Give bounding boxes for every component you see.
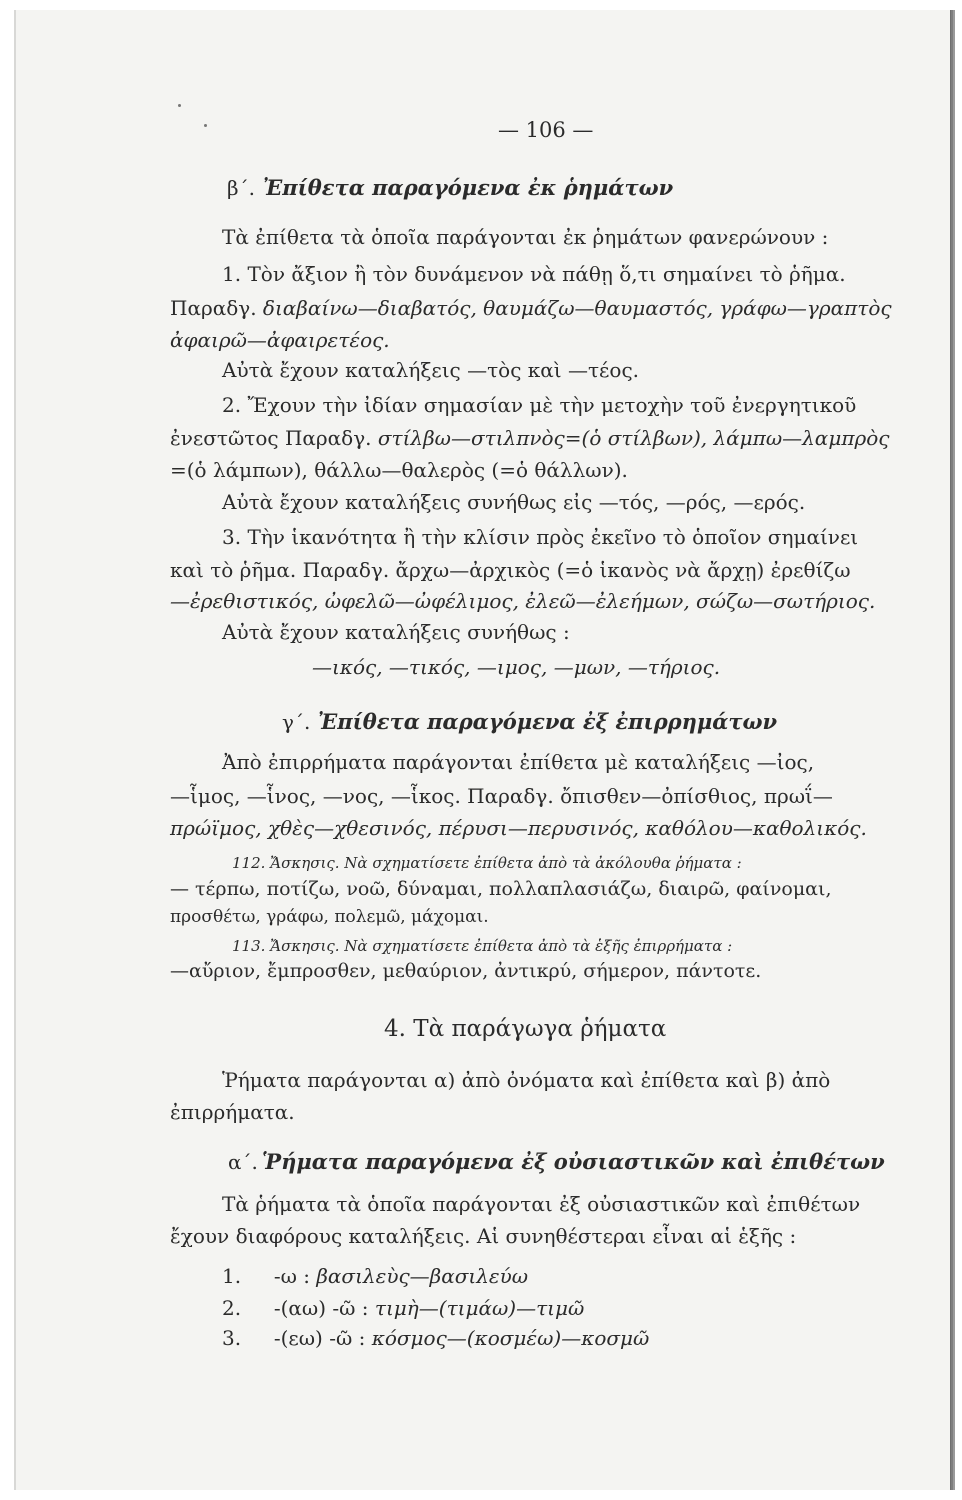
list-ending: -(εω) -ῶ : bbox=[273, 1326, 366, 1350]
page-edge bbox=[951, 10, 953, 1490]
exercise-line: — τέρπω, ποτίζω, νοῶ, δύναμαι, πολλαπλασιάζω, διαιρῶ, φαίνομαι, bbox=[170, 878, 832, 900]
exercise-line: —αὔριον, ἔμπροσθεν, μεθαύριον, ἀντικρύ, σήμερον, πάντοτε. bbox=[170, 960, 762, 982]
list-example: κόσμος—(κοσμέω)—κοσμῶ bbox=[371, 1326, 650, 1350]
paragraph-line: ἀφαιρῶ—ἀφαιρετέος. bbox=[170, 328, 390, 352]
paragraph-line: Αὐτὰ ἔχουν καταλήξεις —τὸς καὶ —τέος. bbox=[222, 358, 640, 382]
list-ending: -ω : bbox=[273, 1264, 310, 1288]
exercise-line: προσθέτω, γράφω, πολεμῶ, μάχομαι. bbox=[170, 907, 489, 927]
paragraph-line: ἐπιρρήματα. bbox=[170, 1100, 295, 1124]
paragraph-line: Αὐτὰ ἔχουν καταλήξεις συνήθως : bbox=[222, 620, 570, 644]
section-alpha-number: α΄. bbox=[228, 1150, 258, 1174]
list-item bbox=[222, 1328, 649, 1348]
list-example: τιμὴ—(τιμάω)—τιμῶ bbox=[374, 1296, 585, 1320]
section-beta-number: β΄. bbox=[227, 176, 255, 200]
list-number: 2. bbox=[222, 1296, 242, 1320]
section-gamma-number: γ΄. bbox=[282, 710, 311, 734]
paragraph-line: Τὰ ῥήματα τὰ ὁποῖα παράγονται ἐξ οὐσιαστικῶν καὶ ἐπιθέτων bbox=[222, 1192, 861, 1216]
endings-list: —ικός, —τικός, —ιμος, —μων, —τήριος. bbox=[312, 655, 721, 679]
paragraph-line: =(ὁ λάμπων), θάλλω—θαλερὸς (=ὁ θάλλων). bbox=[170, 458, 628, 482]
section-gamma-heading: Ἐπίθετα παραγόμενα ἐξ ἐπιρρημάτων bbox=[318, 709, 778, 734]
exercise-113-heading: 113. Ἄσκησις. Νὰ σχηματίσετε ἐπίθετα ἀπὸ τὰ ἑξῆς ἐπιρρήματα : bbox=[232, 937, 733, 955]
exercise-112-heading: 112. Ἄσκησις. Νὰ σχηματίσετε ἐπίθετα ἀπὸ τὰ ἀκόλουθα ῥήματα : bbox=[232, 854, 742, 872]
paragraph-line: —ἐρεθιστικός, ὠφελῶ—ὠφέλιμος, ἐλεῶ—ἐλεήμων, σώζω—σωτήριος. bbox=[170, 589, 876, 613]
paragraph-line: 2. Ἔχουν τὴν ἰδίαν σημασίαν μὲ τὴν μετοχὴν τοῦ ἐνεργητικοῦ bbox=[222, 393, 857, 417]
section-alpha-heading: Ῥήματα παραγόμενα ἐξ οὐσιαστικῶν καὶ ἐπιθέτων bbox=[262, 1149, 885, 1174]
paragraph-line: Ἀπὸ ἐπιρρήματα παράγονται ἐπίθετα μὲ καταλήξεις —ἰος, bbox=[222, 750, 815, 774]
paragraph-line: 3. Τὴν ἱκανότητα ἢ τὴν κλίσιν πρὸς ἐκεῖνο τὸ ὁποῖον σημαίνει bbox=[222, 525, 859, 549]
list-number: 3. bbox=[222, 1326, 242, 1350]
list-item bbox=[222, 1266, 528, 1286]
list-number: 1. bbox=[222, 1264, 242, 1288]
section-4-heading: 4. Τὰ παράγωγα ῥήματα bbox=[384, 1016, 667, 1042]
paragraph-line: πρώϊμος, χθὲς—χθεσινός, πέρυσι—περυσινός, καθόλου—καθολικός. bbox=[170, 816, 867, 840]
section-beta-heading: Ἐπίθετα παραγόμενα ἐκ ῥημάτων bbox=[263, 175, 674, 200]
speck bbox=[178, 104, 181, 107]
list-example: βασιλεὺς—βασιλεύω bbox=[316, 1264, 529, 1288]
paragraph-line: ἔχουν διαφόρους καταλήξεις. Αἱ συνηθέστεραι εἶναι αἱ ἑξῆς : bbox=[170, 1224, 797, 1248]
example-label: ἐνεστῶτος Παραδγ. bbox=[170, 426, 372, 450]
paragraph-line: Ῥήματα παράγονται α) ἀπὸ ὀνόματα καὶ ἐπίθετα καὶ β) ἀπὸ bbox=[222, 1068, 831, 1092]
example-label: Παραδγ. bbox=[170, 296, 257, 320]
paragraph-line: Αὐτὰ ἔχουν καταλήξεις συνήθως εἰς —τός, —ρός, —ερός. bbox=[222, 490, 806, 514]
paragraph-line: —ἷμος, —ἷνος, —νος, —ἷκος. Παραδγ. ὄπισθεν—ὀπίσθιος, πρωΐ— bbox=[170, 784, 833, 808]
example-text: στίλβω—στιλπνὸς=(ὁ στίλβων), λάμπω—λαμπρὸς bbox=[377, 426, 890, 450]
paragraph-line: 1. Τὸν ἄξιον ἢ τὸν δυνάμενον νὰ πάθῃ ὅ,τι σημαίνει τὸ ῥῆμα. bbox=[222, 262, 846, 286]
example-text: διαβαίνω—διαβατός, θαυμάζω—θαυμαστός, γράφω—γραπτὸς bbox=[262, 296, 892, 320]
paragraph-line: Τὰ ἐπίθετα τὰ ὁποῖα παράγονται ἐκ ῥημάτων φανερώνουν : bbox=[222, 225, 829, 249]
paragraph-line bbox=[170, 298, 892, 318]
list-item bbox=[222, 1298, 584, 1318]
paragraph-line bbox=[170, 428, 889, 448]
page-number: — 106 — bbox=[498, 118, 594, 142]
list-ending: -(αω) -ῶ : bbox=[273, 1296, 369, 1320]
paragraph-line: καὶ τὸ ῥῆμα. Παραδγ. ἄρχω—ἀρχικὸς (=ὁ ἱκανὸς νὰ ἄρχῃ) ἐρεθίζω bbox=[170, 558, 851, 582]
speck bbox=[204, 124, 207, 127]
